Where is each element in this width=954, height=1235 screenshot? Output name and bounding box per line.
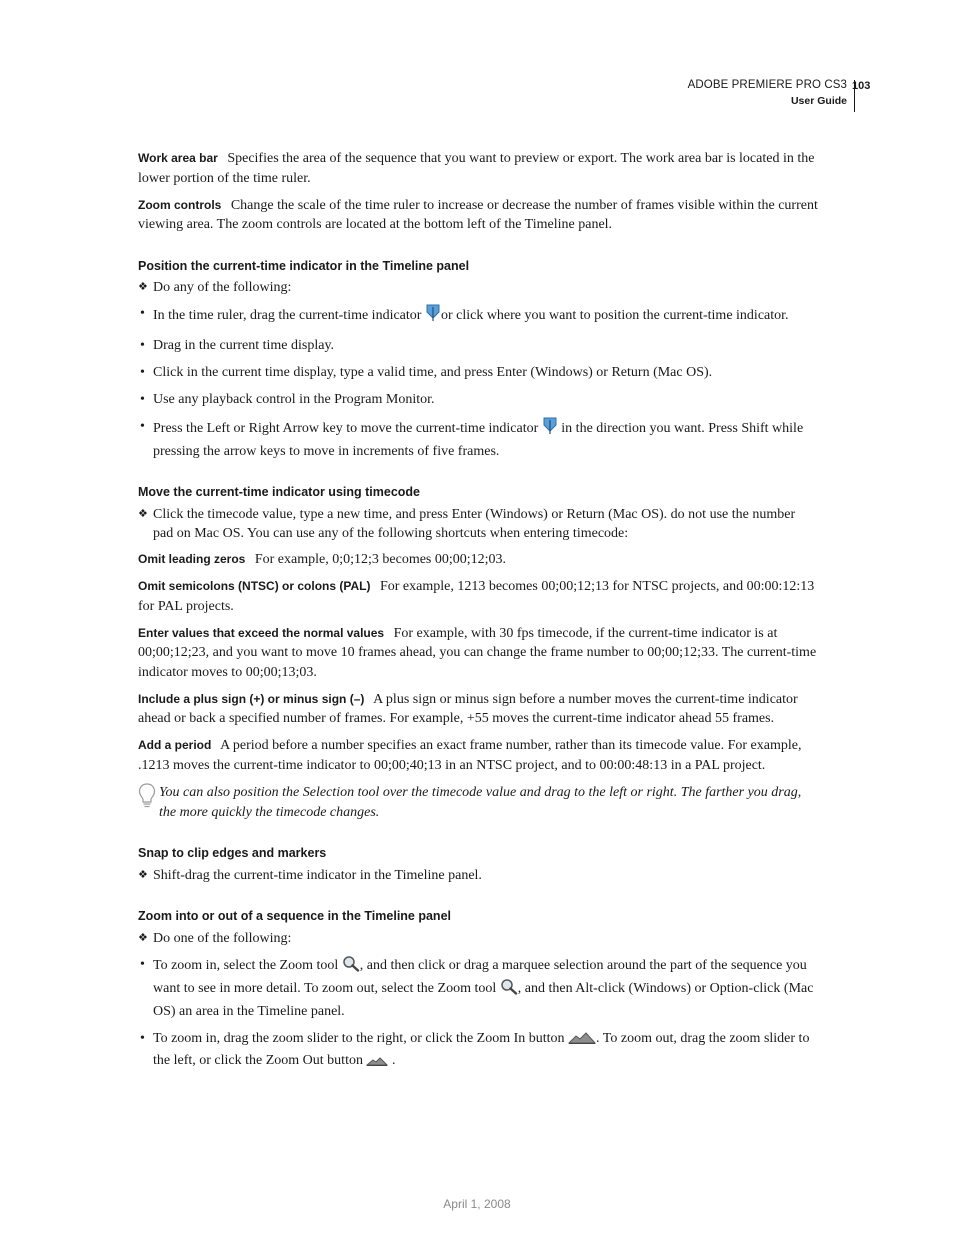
page-number: 103 — [852, 80, 871, 92]
magnifier-icon — [342, 955, 360, 979]
section-heading-move-cti-timecode: Move the current-time indicator using timecode — [138, 485, 420, 499]
diamond-bullet-icon: ❖ — [138, 507, 148, 520]
bullet-list — [138, 955, 818, 1074]
bullet-dot-icon: • — [140, 1030, 145, 1046]
tip-text: You can also position the Selection tool over the timecode value and drag to the left or right. The farther you drag, the more quickly the timecode changes. — [159, 785, 802, 820]
list-item-text: Drag in the current time display. — [153, 338, 335, 353]
definition-plus-minus — [138, 690, 818, 729]
list-item-text: Use any playback control in the Program Monitor. — [153, 392, 435, 407]
list-item — [138, 417, 818, 461]
tip-note — [138, 783, 818, 822]
list-item — [138, 363, 818, 383]
list-item-text: . — [391, 1053, 396, 1068]
zoom-in-mountain-icon — [568, 1031, 596, 1052]
section-heading-position-cti: Position the current-time indicator in the Timeline panel — [138, 258, 470, 273]
page-footer-date: April 1, 2008 — [443, 1197, 511, 1211]
section-heading-zoom: Zoom into or out of a sequence in the Timeline panel — [138, 909, 451, 923]
step-text: Do any of the following: — [153, 280, 292, 295]
list-item-text: or click where you want to position the current-time indicator. — [440, 308, 789, 323]
list-item-text: , and then click or drag a marquee selection around the part of the sequence you want to see in more detail. To zoom out, select the Zoom tool — [153, 957, 807, 996]
list-item-text: To zoom in, select the Zoom tool — [153, 957, 339, 973]
definition-text: For example, with 30 fps timecode, if the current-time indicator is at 00;00;12;23, and you want to move 10 frames ahead, you can change the frame number to 00;00;12;33. The current-time indicator moves to 00;00;13;03. — [138, 625, 817, 680]
product-name: ADOBE PREMIERE PRO CS3 — [687, 79, 847, 91]
definition-term: Omit semicolons (NTSC) or colons (PAL) — [138, 579, 371, 593]
definition-term: Zoom controls — [138, 197, 222, 212]
list-item-text: in the direction you want. Press Shift while pressing the arrow keys to move in increments of five frames. — [153, 421, 804, 459]
list-item-text: Press the Left or Right Arrow key to move the current-time indicator — [153, 421, 539, 436]
step-text: Shift-drag the current-time indicator in the Timeline panel. — [153, 867, 482, 883]
definition-term: Work area bar — [138, 151, 218, 165]
running-header — [688, 78, 847, 109]
diamond-bullet-icon: ❖ — [138, 931, 148, 944]
definition-text: A plus sign or minus sign before a number moves the current-time indicator ahead or back a specified number of frames. For example, +55 moves the current-time indicator ahead 55 frames. — [138, 691, 798, 726]
bullet-dot-icon: • — [140, 365, 145, 380]
list-item-text: To zoom in, drag the zoom slider to the right, or click the Zoom In button — [153, 1030, 565, 1046]
definition-term: Enter values that exceed the normal values — [138, 625, 385, 640]
definition-text: For example, 1213 becomes 00;00;12;13 for NTSC projects, and 00:00:12:13 for PAL projects. — [138, 579, 815, 614]
bullet-dot-icon: • — [140, 956, 145, 972]
section-heading-snap: Snap to clip edges and markers — [138, 846, 327, 860]
bullet-dot-icon: • — [140, 419, 145, 434]
definition-work-area-bar — [138, 149, 818, 188]
list-item — [138, 955, 818, 1022]
step-text: Do one of the following: — [153, 930, 292, 946]
procedure-step — [138, 929, 818, 949]
definition-text: Specifies the area of the sequence that you want to preview or export. The work area bar is located in the lower portion of the time ruler. — [138, 151, 815, 186]
definition-omit-semicolons — [138, 577, 818, 616]
definition-omit-leading-zeros — [138, 550, 818, 570]
procedure-step — [138, 505, 818, 544]
diamond-bullet-icon: ❖ — [138, 868, 148, 881]
bullet-dot-icon: • — [140, 338, 145, 353]
definition-term: Add a period — [138, 738, 212, 752]
list-item-text: In the time ruler, drag the current-time indicator — [153, 308, 422, 323]
definition-zoom-controls — [138, 196, 818, 235]
definition-term: Omit leading zeros — [138, 552, 246, 566]
guide-name: User Guide — [790, 95, 847, 107]
magnifier-icon — [500, 978, 518, 1002]
step-text: Click the timecode value, type a new time, and press Enter (Windows) or Return (Mac OS). do not use the number pad on Mac OS. You can use any of the following shortcuts when entering timecode: — [153, 506, 796, 541]
diamond-bullet-icon: ❖ — [138, 281, 148, 293]
list-item — [138, 336, 818, 356]
list-item-text: , and then Alt-click (Windows) or Option-click (Mac OS) an area in the Timeline panel. — [153, 981, 814, 1019]
definition-text: Change the scale of the time ruler to increase or decrease the number of frames visible within the current viewing area. The zoom controls are located at the bottom left of the Timeline panel. — [138, 197, 818, 232]
procedure-step — [138, 278, 818, 298]
list-item-text: . To zoom out, drag the zoom slider to the left, or click the Zoom Out button — [153, 1030, 810, 1068]
definition-add-period — [138, 736, 818, 775]
bullet-dot-icon: • — [140, 392, 145, 407]
procedure-step — [138, 866, 818, 886]
list-item — [138, 390, 818, 410]
list-item — [138, 304, 818, 329]
list-item — [138, 1029, 818, 1074]
bullet-list — [138, 304, 818, 461]
lightbulb-icon — [138, 783, 156, 816]
zoom-out-mountain-icon — [366, 1054, 388, 1074]
current-time-indicator-icon — [425, 304, 441, 329]
page-body — [138, 149, 818, 1081]
bullet-dot-icon: • — [140, 306, 145, 321]
list-item-text: Click in the current time display, type a valid time, and press Enter (Windows) or Return (Mac OS). — [153, 365, 713, 380]
definition-term: Include a plus sign (+) or minus sign (–) — [138, 691, 365, 706]
definition-text: A period before a number specifies an exact frame number, rather than its timecode value. For example, .1213 moves the current-time indicator to 00;00;40;13 in an NTSC project, and to 00:00:48:13 in a PAL project. — [138, 738, 802, 773]
definition-text: For example, 0;0;12;3 becomes 00;00;12;03. — [254, 552, 507, 567]
current-time-indicator-icon — [542, 417, 558, 442]
definition-exceed-values — [138, 624, 818, 683]
